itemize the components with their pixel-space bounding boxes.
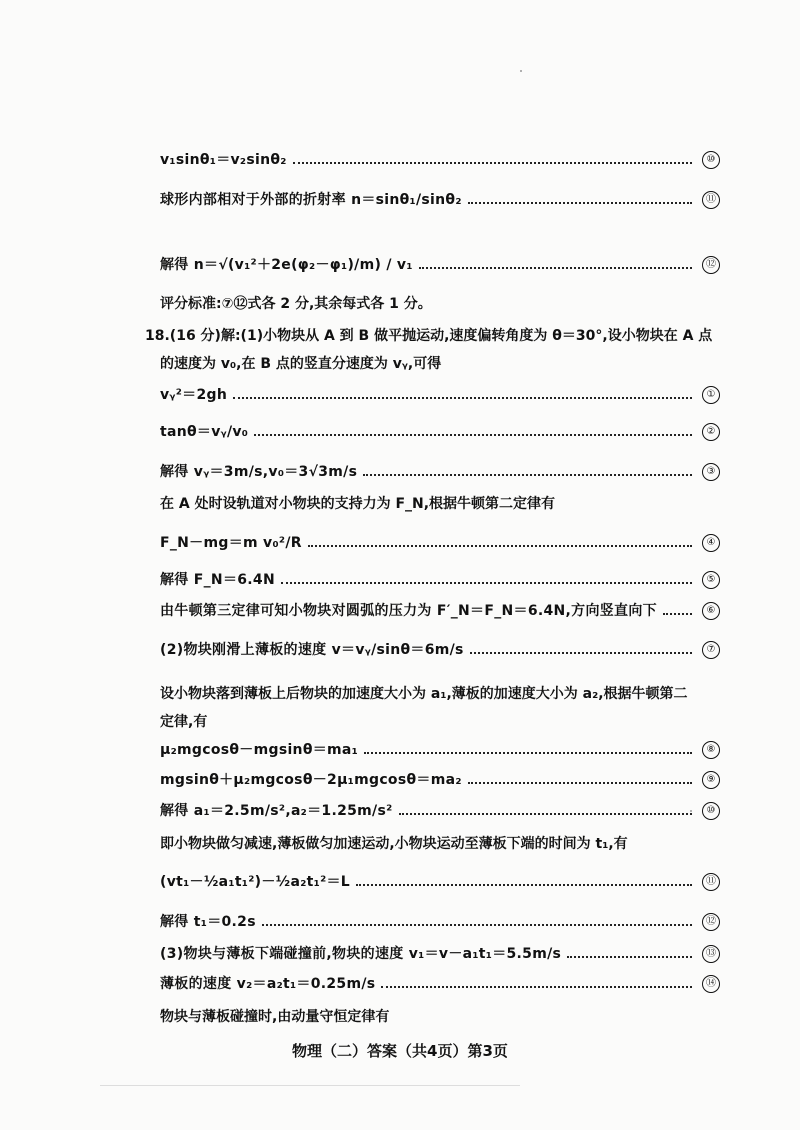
equation-line: [160, 740, 720, 760]
dot-leader: [254, 434, 692, 436]
dot-leader: [399, 813, 692, 815]
equation-line: [160, 462, 720, 482]
equation-text: (2)物块刚滑上薄板的速度 v＝vᵧ/sinθ＝6m/s: [160, 642, 464, 658]
equation-text: 解得 t₁＝0.2s: [160, 914, 256, 930]
text-momentum: 物块与薄板碰撞时,由动量守恒定律有: [160, 1009, 390, 1025]
scan-speck: [690, 810, 692, 812]
equation-number: ①: [702, 386, 720, 404]
equation-text: vᵧ²＝2gh: [160, 387, 228, 403]
equation-line: [160, 570, 720, 590]
dot-leader: [419, 267, 692, 269]
equation-text: 解得 a₁＝2.5m/s²,a₂＝1.25m/s²: [160, 803, 393, 819]
equation-number: ④: [702, 534, 720, 552]
equation-line: [160, 385, 720, 405]
equation-text: 球形内部相对于外部的折射率 n＝sinθ₁/sinθ₂: [160, 192, 462, 208]
dot-leader: [663, 613, 692, 615]
equation-line: [160, 640, 720, 660]
scoring-note: 评分标准:⑦⑫式各 2 分,其余每式各 1 分。: [160, 296, 432, 312]
equation-number: ⑤: [702, 571, 720, 589]
page-footer: 物理（二）答案（共4页）第3页: [292, 1042, 508, 1060]
equation-text: v₁sinθ₁＝v₂sinθ₂: [160, 152, 287, 168]
text-support-force: 在 A 处时设轨道对小物块的支持力为 F_N,根据牛顿第二定律有: [160, 496, 556, 512]
dot-leader: [364, 752, 692, 754]
equation-line: [160, 770, 720, 790]
equation-number: ⑥: [702, 602, 720, 620]
dot-leader: [468, 782, 692, 784]
text-acceleration: 设小物块落到薄板上后物块的加速度大小为 a₁,薄板的加速度大小为 a₂,根据牛顿第二: [160, 686, 688, 702]
equation-number: ⑨: [702, 771, 720, 789]
dot-leader: [381, 986, 692, 988]
equation-number: ⑧: [702, 741, 720, 759]
equation-text: 由牛顿第三定律可知小物块对圆弧的压力为 F′_N＝F_N＝6.4N,方向竖直向下: [160, 603, 657, 619]
equation-line: [160, 801, 720, 821]
scan-speck: [520, 70, 522, 72]
scan-artifact: [100, 1085, 520, 1086]
equation-text: F_N－mg＝m v₀²/R: [160, 535, 302, 551]
equation-number: ③: [702, 463, 720, 481]
equation-number: ⑫: [702, 913, 720, 931]
equation-number: ②: [702, 423, 720, 441]
dot-leader: [470, 652, 692, 654]
equation-number: ⑪: [702, 873, 720, 891]
equation-number: ⑫: [702, 256, 720, 274]
equation-number: ⑪: [702, 191, 720, 209]
equation-text: 解得 F_N＝6.4N: [160, 572, 275, 588]
equation-line: [160, 422, 720, 442]
equation-line: [160, 150, 720, 170]
dot-leader: [233, 397, 692, 399]
question-18-intro: 18.(16 分)解:(1)小物块从 A 到 B 做平抛运动,速度偏转角度为 θ＝30°,设小物块在 A 点: [145, 328, 713, 344]
text-time: 即小物块做匀减速,薄板做匀加速运动,小物块运动至薄板下端的时间为 t₁,有: [160, 836, 628, 852]
equation-line: [160, 255, 720, 275]
dot-leader: [281, 582, 692, 584]
dot-leader: [293, 162, 692, 164]
dot-leader: [356, 884, 692, 886]
equation-number: ⑦: [702, 641, 720, 659]
equation-text: (vt₁－½a₁t₁²)－½a₂t₁²＝L: [160, 874, 351, 890]
equation-number: ⑭: [702, 975, 720, 993]
equation-line: [160, 974, 720, 994]
dot-leader: [308, 545, 692, 547]
dot-leader: [262, 924, 692, 926]
equation-text: 解得 n＝√(v₁²＋2e(φ₂－φ₁)/m) / v₁: [160, 257, 413, 273]
equation-text: mgsinθ＋μ₂mgcosθ－2μ₁mgcosθ＝ma₂: [160, 772, 462, 788]
equation-text: 薄板的速度 v₂＝a₂t₁＝0.25m/s: [160, 976, 376, 992]
equation-text: (3)物块与薄板下端碰撞前,物块的速度 v₁＝v－a₁t₁＝5.5m/s: [160, 946, 562, 962]
equation-text: μ₂mgcosθ－mgsinθ＝ma₁: [160, 742, 359, 758]
dot-leader: [567, 956, 692, 958]
question-18-intro-cont: 的速度为 v₀,在 B 点的竖直分速度为 vᵧ,可得: [160, 356, 442, 372]
equation-number: ⑩: [702, 151, 720, 169]
dot-leader: [363, 474, 692, 476]
equation-number: ⑩: [702, 802, 720, 820]
equation-line: [160, 601, 720, 621]
text-acceleration-cont: 定律,有: [160, 714, 208, 730]
equation-text: tanθ＝vᵧ/v₀: [160, 424, 249, 440]
equation-number: ⑬: [702, 945, 720, 963]
dot-leader: [468, 202, 692, 204]
equation-line: [160, 872, 720, 892]
equation-line: [160, 944, 720, 964]
equation-line: [160, 533, 720, 553]
equation-text: 解得 vᵧ＝3m/s,v₀＝3√3m/s: [160, 464, 358, 480]
equation-line: [160, 190, 720, 210]
equation-line: [160, 912, 720, 932]
